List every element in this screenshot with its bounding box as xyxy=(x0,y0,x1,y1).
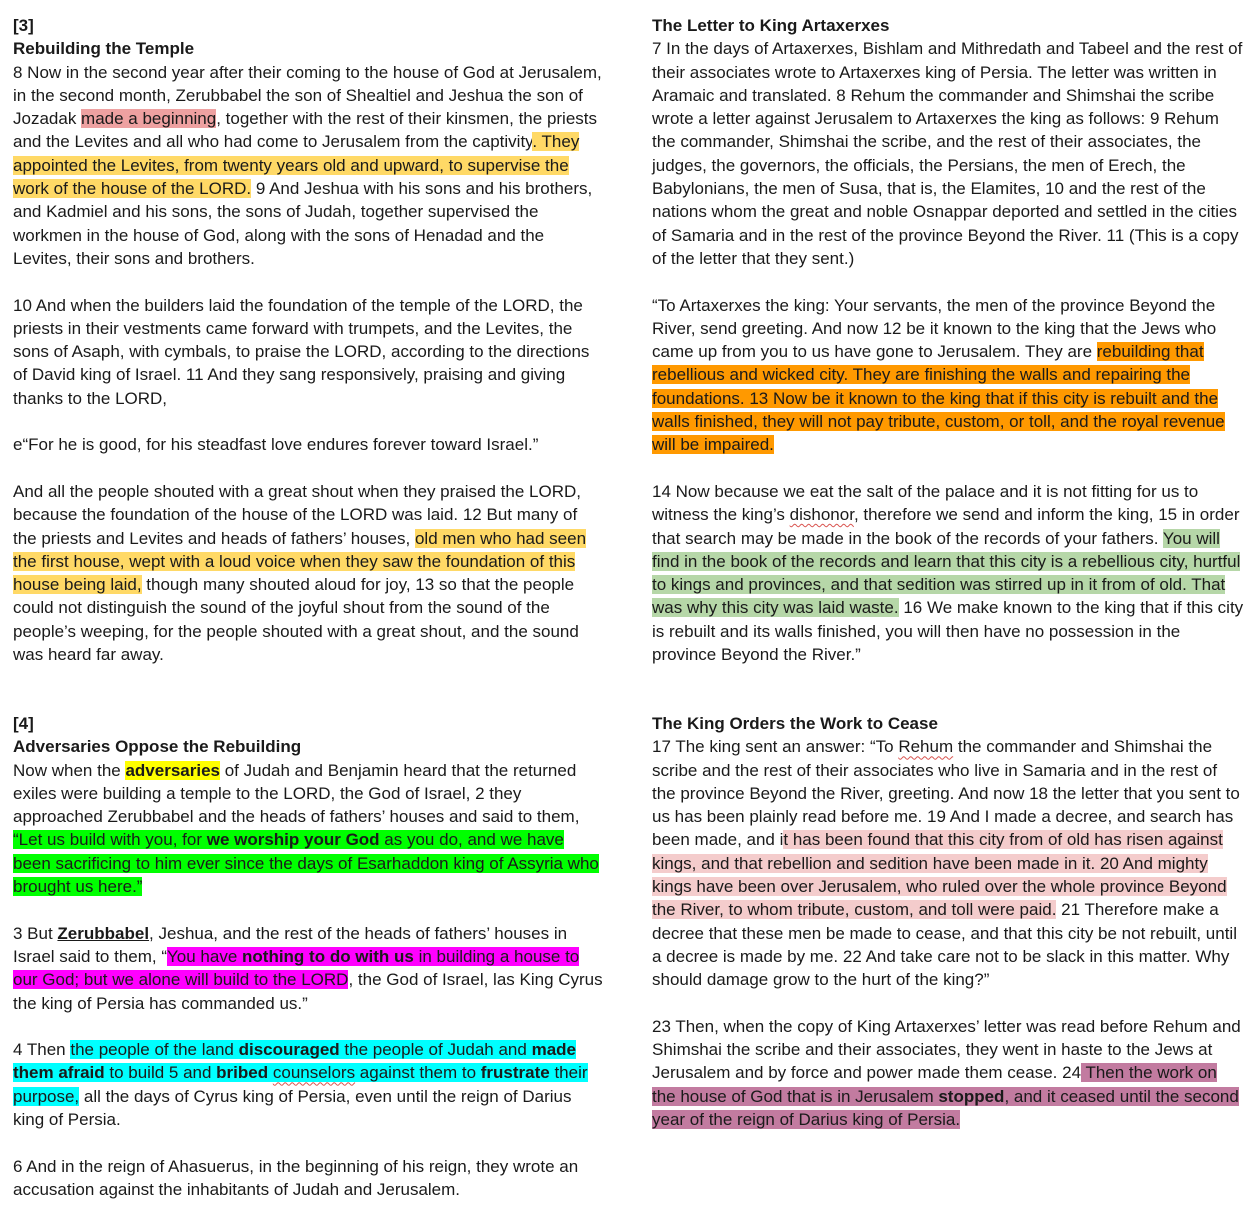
paragraph: 10 And when the builders laid the foundation of the temple of the LORD, the priests in their vestments came forward with trumpets, and the Levites, the sons of Asaph, with cymbals, to praise the LORD, according to the directions of David king of Israel. 11 And they sang responsively, praising and giving thanks to the LORD, xyxy=(13,295,590,408)
text-run: , therefore we send and inform the king, 15 in order that search may be made in the book of the records of your fathers. xyxy=(652,505,1240,548)
text-run: And all the people shouted with a great shout when they praised the LORD, because the foundation of the house of the LORD was laid. 12 But many of the priests and Levites and heads of fathers’ houses, xyxy=(13,481,581,548)
highlight-cyan-bold: frustrate xyxy=(480,1063,550,1083)
highlight-pink: t has been found that this city from of old has risen against kings, and that rebellion and sedition have been made in it. 20 And mighty kings have been over Jerusalem, who ruled over the whole province Beyond the River, to whom tribute, custom, and toll were paid. xyxy=(652,830,1227,920)
highlight-green: You will find in the book of the records and learn that this city is a rebellious city, hurtful to kings and provinces, and that sedition was stirred up in it from of old. That was why this city was laid waste. xyxy=(652,528,1241,618)
text-run: 16 We make known to the king that if this city is rebuilt and its walls finished, you will then have no possession in the province Beyond the River.” xyxy=(652,598,1244,665)
section-king-orders-cease xyxy=(652,712,1244,1131)
highlight-magenta-bold: nothing to do with us xyxy=(242,946,414,966)
text-run: 8 Now in the second year after their coming to the house of God at Jerusalem, in the second month, Zerubbabel the son of Shealtiel and Jeshua the son of Jozadak xyxy=(13,62,602,129)
highlight-yellow: old men who had seen the first house, wept with a loud voice when they saw the foundation of this house being laid, xyxy=(13,528,587,595)
section-adversaries xyxy=(13,712,603,1201)
highlight-yellow: . They appointed the Levites, from twenty years old and upward, to supervise the work of the house of the LORD. xyxy=(13,132,580,199)
highlight-mauve: , and it ceased until the second year of the reign of Darius king of Persia. xyxy=(652,1086,1239,1130)
highlight-green: “Let us build with you, for xyxy=(13,830,207,850)
section-number: [4] xyxy=(13,714,34,733)
text-run: of Judah and Benjamin heard that the returned exiles were building a temple to the LORD, the God of Israel, 2 they approached Zerubbabel and the heads of fathers’ houses and said to them, xyxy=(13,760,580,827)
spellcheck-word[interactable]: Rehum xyxy=(898,737,954,757)
text-run: “To Artaxerxes the king: Your servants, the men of the province Beyond the River, send greeting. And now 12 be it known to the king that the Jews who came up from you to us have gone to Jerusalem. They are xyxy=(652,295,1217,362)
highlight-green-bold: we worship your God xyxy=(206,830,380,850)
highlight-red: made a beginning xyxy=(81,109,217,129)
paragraph: 7 In the days of Artaxerxes, Bishlam and Mithredath and Tabeel and the rest of their associates wrote to Artaxerxes king of Persia. The letter was written in Aramaic and translated. 8 Rehum the commander and Shimshai the scribe wrote a letter against Jerusalem to Artaxerxes the king as follows: 9 Rehum the commander, Shimshai the scribe, and the rest of their associates, the judges, the governors, the officials, the Persians, the men of Erech, the Babylonians, the men of Susa, that is, the Elamites, 10 and the rest of the nations whom the great and noble Osnappar deported and settled in the cities of Samaria and in the rest of the province Beyond the River. 11 (This is a copy of the letter that they sent.) xyxy=(652,39,1243,268)
highlight-mauve: Then the work on the house of God that is in Jerusalem xyxy=(652,1063,1217,1106)
highlight-cyan-bold: bribed xyxy=(216,1063,269,1083)
highlight-magenta: in building a house to our God; but we alone will build to the LORD xyxy=(13,946,580,990)
paragraph xyxy=(13,61,603,271)
highlight-yellow-bold: adversaries xyxy=(125,760,220,780)
paragraph xyxy=(652,735,1244,991)
highlight-orange: rebuilding that rebellious and wicked city. They are finishing the walls and repairing the foundations. 13 Now be it known to the king that if this city is rebuilt and the walls finished, they will not pay tribute, custom, or toll, and the royal revenue will be impaired. xyxy=(652,342,1225,455)
text-run: 3 But xyxy=(13,923,58,943)
text-run: all the days of Cyrus king of Persia, even until the reign of Darius king of Persia. xyxy=(13,1086,572,1130)
highlight-cyan: to build 5 and xyxy=(104,1063,217,1083)
paragraph: 6 And in the reign of Ahasuerus, in the beginning of his reign, they wrote an accusation against the inhabitants of Judah and Jerusalem. xyxy=(13,1156,579,1199)
paragraph xyxy=(13,922,603,1015)
section-title: Adversaries Oppose the Rebuilding xyxy=(13,737,302,757)
section-title: The Letter to King Artaxerxes xyxy=(652,16,890,35)
text-run: Now when the xyxy=(13,760,126,780)
section-title: Rebuilding the Temple xyxy=(13,39,195,59)
highlight-mauve-bold: stopped xyxy=(938,1086,1005,1106)
paragraph: e“For he is good, for his steadfast love endures forever toward Israel.” xyxy=(13,435,539,455)
text-run: though many shouted aloud for joy, 13 so that the people could not distinguish the sound of the joyful shout from the sound of the people’s weeping, for the people shouted with a great shout, and the sound was heard far away. xyxy=(13,575,579,665)
text-run: 9 And Jeshua with his sons and his brothers, and Kadmiel and his sons, the sons of Judah, together supervised the workmen in the house of God, along with the sons of Henadad and the Levites, their sons and brothers. xyxy=(13,179,593,268)
text-run: 4 Then xyxy=(13,1040,71,1060)
spellcheck-word[interactable]: counselors xyxy=(272,1063,356,1083)
text-run: , together with the rest of their kinsmen, the priests and the Levites and all who had come to Jerusalem from the captivity xyxy=(13,109,598,152)
text-run: 21 Therefore make a decree that these men be made to cease, and that this city be not rebuilt, until a decree is made by me. 22 And take care not to be slack in this matter. Why should damage grow to the hurt of the king?” xyxy=(652,900,1237,990)
section-title: The King Orders the Work to Cease xyxy=(652,714,938,733)
paragraph xyxy=(13,1038,603,1131)
paragraph xyxy=(652,294,1244,457)
spellcheck-word[interactable]: dishonor xyxy=(789,505,854,525)
paragraph xyxy=(13,480,603,666)
highlight-cyan: the people of Judah and xyxy=(339,1040,532,1060)
paragraph xyxy=(13,759,603,899)
text-run: 17 The king sent an answer: “To xyxy=(652,737,899,757)
highlight-cyan: the people of the land xyxy=(70,1040,239,1060)
highlight-magenta: You have xyxy=(167,946,243,966)
highlight-cyan-bold: discouraged xyxy=(238,1040,340,1060)
highlight-cyan: their purpose, xyxy=(13,1063,588,1106)
section-number: [3] xyxy=(13,16,34,35)
text-run: , Jeshua, and the rest of the heads of fathers’ houses in Israel said to them, “ xyxy=(13,923,568,966)
text-run: 14 Now because we eat the salt of the palace and it is not fitting for us to witness the king’s xyxy=(652,481,1199,525)
highlight-cyan-bold: made them afraid xyxy=(13,1040,576,1083)
highlight-green: as you do, and we have been sacrificing to him ever since the days of Esarhaddon king of Assyria who brought us here.” xyxy=(13,830,599,897)
section-rebuilding-temple xyxy=(13,14,603,666)
bold-underlined-name: Zerubbabel xyxy=(57,923,150,943)
paragraph xyxy=(652,480,1244,666)
paragraph xyxy=(652,1015,1244,1131)
text-run: 23 Then, when the copy of King Artaxerxes’ letter was read before Rehum and Shimshai the scribe and their associates, they went in haste to the Jews at Jerusalem and by force and power made them cease. 24 xyxy=(652,1016,1241,1083)
highlight-cyan: against them to xyxy=(355,1063,481,1083)
text-run: the commander and Shimshai the scribe and the rest of their associates who live in Samaria and in the rest of the province Beyond the River, greeting. And now 18 the letter that you sent to us has been plainly read before me. 19 And I made a decree, and search has been made, and i xyxy=(652,737,1240,850)
section-letter-artaxerxes xyxy=(652,14,1244,666)
text-run: , the God of Israel, las King Cyrus the king of Persia has commanded us.” xyxy=(13,970,603,1013)
